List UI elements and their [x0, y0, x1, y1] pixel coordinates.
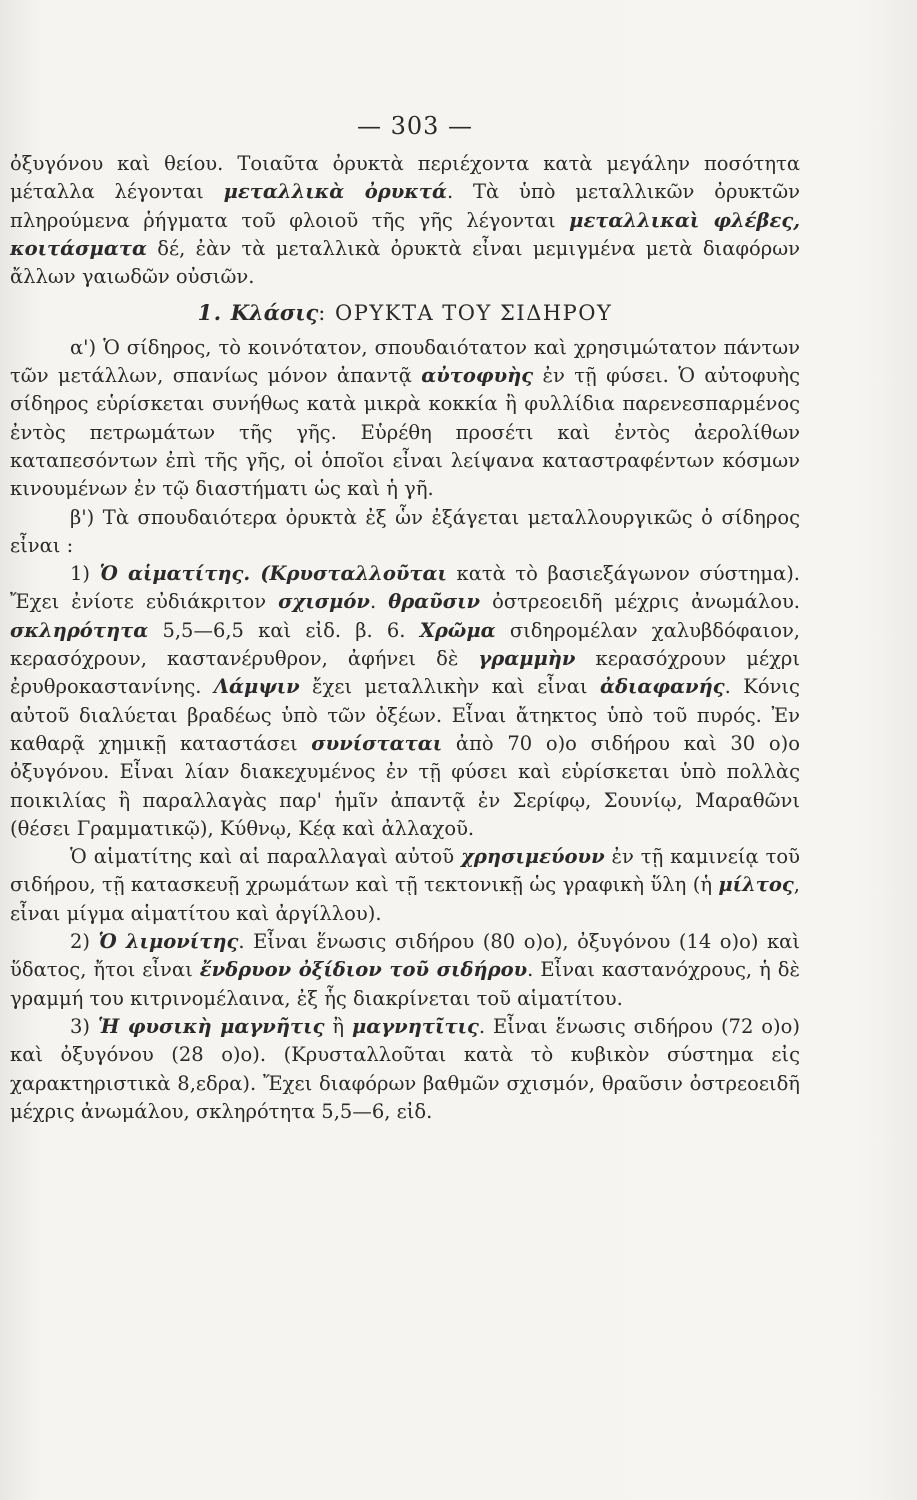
- bold-term: χρησιμεύουν: [461, 845, 605, 869]
- bold-term: σχισμόν: [278, 590, 370, 614]
- text-run: , εἶναι μίγμα αἱματίτου καὶ ἀργίλλου).: [10, 873, 800, 925]
- text-run: ὀξυγόνου καὶ θείου. Τοιαῦτα ὀρυκτὰ περιέχοντα κατὰ μεγάλην ποσότητα μέταλλα λέγονται: [10, 152, 800, 204]
- text-run: ὀστρεοειδῆ μέχρις ἀνωμάλου.: [480, 590, 801, 614]
- bold-term: μεταλλικὰ ὀρυκτά: [223, 180, 447, 204]
- bold-term: συνίσταται: [311, 731, 443, 755]
- body-text: [10, 150, 800, 1126]
- bold-term: Ἡ φυσικὴ μαγνῆτις: [97, 1014, 325, 1038]
- text-run: . Εἶναι ἕνωσις σιδήρου (72 ο)ο) καὶ ὀξυγόνου (28 ο)ο). (Κρυσταλλοῦται κατὰ τὸ κυβικὸν σύστημα εἰς χαρακτηριστικὰ 8,εδρα). Ἔχει διαφόρων βαθμῶν σχισμόν, θραῦσιν ὀστρεοειδῆ μέχρις ἀνωμάλου, σκληρότητα 5,5—6, εἰδ.: [10, 1014, 801, 1123]
- text-run: 5,5—6,5 καὶ εἰδ. β. 6.: [148, 618, 420, 642]
- bold-term: αὐτοφυὴς: [421, 364, 534, 388]
- bold-term: μίλτος: [718, 873, 794, 897]
- text-run: κατὰ τὸ βασιεξάγωνον σύστημα). Ἔχει ἐνίοτε εὐδιάκριτον: [10, 562, 800, 614]
- bold-term: γραμμὴν: [478, 647, 576, 671]
- item-number: 1): [70, 562, 100, 586]
- bold-term: μαγνητῖτις: [352, 1014, 479, 1038]
- bold-term: μεταλλικαὶ φλέβες, κοιτάσματα: [10, 208, 800, 260]
- page-number: — 303 —: [356, 112, 474, 140]
- bold-term: ἔνδρυον ὀξίδιον τοῦ σιδήρου: [199, 958, 528, 982]
- paragraph-limonite: [10, 928, 800, 1013]
- text-run: ἢ: [324, 1014, 353, 1038]
- bold-term: Λάμψιν: [213, 675, 300, 699]
- bold-term: ἀδιαφανής: [599, 675, 725, 699]
- text-run: κερασόχρουν μέχρι ἐρυθροκαστανίνης.: [10, 647, 800, 699]
- paragraph-magnetite: [10, 1013, 800, 1126]
- text-run: ἀπὸ 70 ο)ο σιδήρου καὶ 30 ο)ο ὀξυγόνου. Εἶναι λίαν διακεχυμένος ἐν τῇ φύσει καὶ εὑρίσκεται ὑπὸ πολλὰς ποικιλίας ἢ παραλλαγὰς παρ' ἡμῖν ἀπαντᾷ ἐν Σερίφῳ, Σουνίῳ, Μαραθῶνι (θέσει Γραμματικῷ), Κύθνῳ, Κέᾳ καὶ ἀλλαχοῦ.: [10, 731, 800, 840]
- text-run: Ὁ αἱματίτης καὶ αἱ παραλλαγαὶ αὐτοῦ: [70, 845, 462, 869]
- item-number: 3): [70, 1014, 98, 1038]
- paragraph-b: [10, 504, 800, 561]
- bold-term: Ὁ αἱματίτης. (Κρυσταλλοῦται: [99, 562, 447, 586]
- text-run: ἐν τῇ φύσει. Ὁ αὐτοφυὴς σίδηρος εὑρίσκεται συνήθως κατὰ μικρὰ κοκκία ἢ φυλλίδια παρενεσπαρμένος ἐντὸς πετρωμάτων τῆς γῆς. Εὑρέθη προσέτι καὶ ἐντὸς ἀερολίθων καταπεσόντων ἐπὶ τῆς γῆς, οἱ ὁποῖοι εἶναι λείψανα καταστραφέντων κόσμων κινουμένων ἐν τῷ διαστήματι ὡς καὶ ἡ γῆ.: [10, 364, 800, 501]
- text-run: ἔχει μεταλλικὴν καὶ εἶναι: [299, 675, 600, 699]
- heading-title: : ΟΡΥΚΤΑ ΤΟΥ ΣΙΔΗΡΟΥ: [318, 301, 613, 326]
- text-run: .: [369, 590, 389, 614]
- text-run: σιδηρομέλαν χαλυβδόφαιον, κερασόχρουν, καστανέρυθρον, ἀφήνει δὲ: [10, 618, 800, 671]
- text-run: . Εἶναι καστανόχρους, ἡ δὲ γραμμή του κιτρινομέλαινα, ἐξ ἧς διακρίνεται τοῦ αἱματίτου.: [10, 958, 801, 1010]
- text-run: . Εἶναι ἕνωσις σιδήρου (80 ο)ο), ὀξυγόνου (14 ο)ο) καὶ ὕδατος, ἤτοι εἶναι: [10, 930, 801, 982]
- text-run: . Κόνις αὐτοῦ διαλύεται βραδέως ὑπὸ τῶν ὀξέων. Εἶναι ἄτηκτος ὑπὸ τοῦ πυρός. Ἐν καθαρᾷ χημικῇ καταστάσει: [10, 675, 800, 755]
- text-run: α') Ὁ σίδηρος, τὸ κοινότατον, σπουδαιότατον καὶ χρησιμώτατον πάντων τῶν μετάλλων, σπανίως μόνον ἀπαντᾷ: [10, 335, 800, 388]
- heading-label: Κλάσις: [230, 300, 319, 326]
- paragraph-hematite: [10, 560, 800, 843]
- bold-term: σκληρότητα: [10, 618, 149, 642]
- heading-number: 1.: [197, 300, 223, 326]
- text-run: ἐν τῇ καμινείᾳ τοῦ σιδήρου, τῇ κατασκευῇ χρωμάτων καὶ τῇ τεκτονικῇ ὡς γραφικὴ ὕλη (ἡ: [10, 845, 800, 897]
- text-run: β') Τὰ σπουδαιότερα ὀρυκτὰ ἐξ ὧν ἐξάγεται μεταλλουργικῶς ὁ σίδηρος εἶναι :: [10, 505, 800, 557]
- paragraph-hematite-uses: [10, 843, 800, 928]
- text-run: . Τὰ ὑπὸ μεταλλικῶν ὀρυκτῶν πληρούμενα ῥήγματα τοῦ φλοιοῦ τῆς γῆς λέγονται: [10, 180, 800, 232]
- paragraph-a: [10, 334, 800, 504]
- bold-term: θραῦσιν: [388, 590, 481, 614]
- section-heading: [10, 299, 800, 327]
- item-number: 2): [70, 930, 99, 954]
- bold-term: Χρῶμα: [419, 618, 496, 642]
- bold-term: Ὁ λιμονίτης: [98, 930, 239, 954]
- paragraph-intro: [10, 150, 800, 291]
- text-run: δέ, ἐὰν τὰ μεταλλικὰ ὀρυκτὰ εἶναι μεμιγμένα μετὰ διαφόρων ἄλλων γαιωδῶν οὐσιῶν.: [10, 236, 800, 289]
